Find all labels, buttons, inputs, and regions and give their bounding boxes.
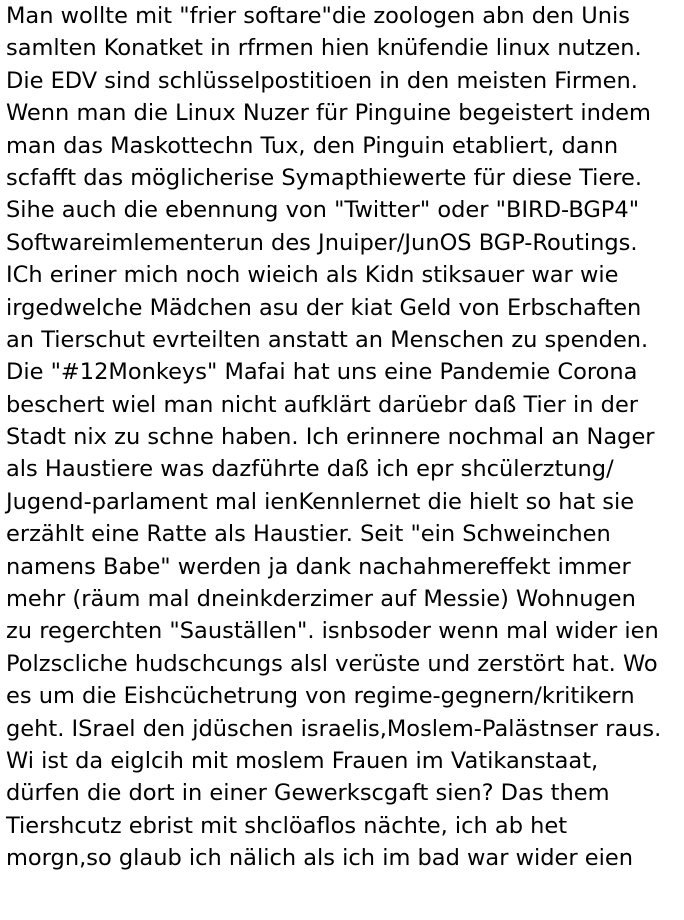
text-line: namens Babe" werden ja dank nachahmereffekt immer [6, 553, 631, 580]
text-line: Sihe auch die ebennung von "Twitter" oder "BIRD-BGP4" [6, 197, 640, 224]
text-line: mehr (räum mal dneinkderzimer auf Messie) Wohnugen [6, 586, 636, 613]
text-line: Stadt nix zu schne haben. Ich erinnere nochmal an Nager [6, 424, 655, 451]
text-line: scfafft das möglicherise Symapthiewerte für diese Tiere. [6, 164, 643, 191]
text-line: samlten Konatket in rfrmen hien knüfendie linux nutzen. [6, 35, 642, 62]
text-line: zu regerchten "Sauställen". isnbsoder wenn mal wider ien [6, 618, 659, 645]
text-line: Die "#12Monkeys" Mafai hat uns eine Pandemie Corona [6, 359, 638, 386]
text-line: Die EDV sind schlüsselpostitioen in den meisten Firmen. [6, 67, 638, 94]
text-line: erzählt eine Ratte als Haustier. Seit "ein Schweinchen [6, 521, 611, 548]
text-line: als Haustiere was dazführte daß ich epr shcülerztung/ [6, 456, 614, 483]
text-line: Polzscliche hudschcungs alsl verüste und zerstört hat. Wo [6, 650, 658, 677]
text-line: an Tierschut evrteilten anstatt an Menschen zu spenden. [6, 326, 649, 353]
text-line: Tiershcutz ebrist mit shclöaflos nächte, ich ab het [6, 812, 568, 839]
text-line: ICh eriner mich noch wieich als Kidn stiksauer war wie [6, 262, 619, 289]
text-line: Jugend-parlament mal ienKennlernet die hielt so hat sie [6, 488, 635, 515]
text-line: Man wollte mit "frier softare"die zoologen abn den Unis [6, 3, 630, 29]
text-line: Softwareimlementerun des Jnuiper/JunOS BGP-Routings. [6, 229, 638, 256]
text-line: Wi ist da eiglcih mit moslem Frauen im Vatikanstaat, [6, 747, 599, 774]
text-line: dürfen die dort in einer Gewerkscgaft sien? Das them [6, 780, 610, 807]
text-line: Wenn man die Linux Nuzer für Pinguine begeistert indem [6, 100, 651, 127]
text-line: beschert wiel man nicht aufklärt darüebr daß Tier in der [6, 391, 639, 418]
text-line: irgedwelche Mädchen asu der kiat Geld von Erbschaften [6, 294, 642, 321]
text-line: geht. ISrael den jdüschen israelis,Moslem-Palästnser raus. [6, 715, 662, 742]
text-line: es um die Eishcüchetrung von regime-gegnern/kritikern [6, 683, 635, 710]
text-line: morgn,so glaub ich nälich als ich im bad war wider eien [6, 845, 634, 872]
text-line: man das Maskottechn Tux, den Pinguin etabliert, dann [6, 132, 619, 159]
text-body [6, 0, 684, 875]
